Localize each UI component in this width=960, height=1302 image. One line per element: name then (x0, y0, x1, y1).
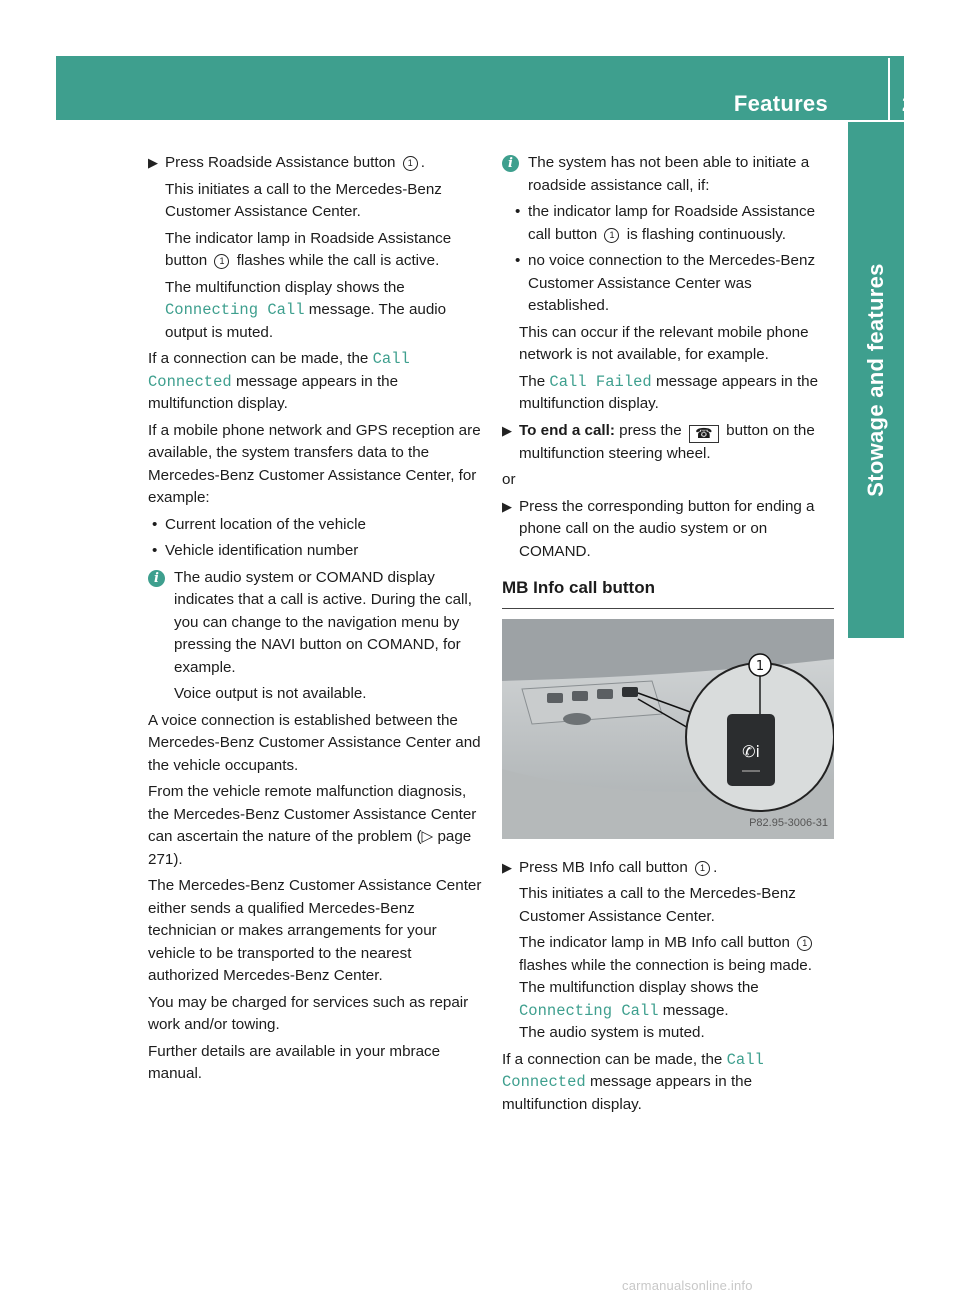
watermark: carmanualsonline.info (622, 1278, 753, 1293)
paragraph: You may be charged for services such as repair work and/or towing. (148, 993, 469, 1033)
step-end-call-audio: ▶ Press the corresponding button for ending a phone call on the audio system or on COMAND. (502, 497, 815, 560)
header-divider (888, 58, 890, 122)
paragraph: From the vehicle remote malfunction diagnosis, the Mercedes-Benz Customer Assistance Center can ascertain the nature of the problem (▷ page 271). (148, 783, 477, 868)
paragraph: The indicator lamp in MB Info call button 1 flashes while the connection is being made. The multifunction display shows the Connecting Call message. The audio system is muted. (519, 934, 812, 1041)
page-reference-link[interactable]: page 271 (148, 828, 472, 868)
display-message: Connecting Call (165, 301, 305, 319)
paragraph: If a connection can be made, the Call Connected message appears in the multifunction display. (502, 1050, 764, 1113)
callout-1-icon: 1 (214, 254, 229, 269)
callout-1-icon: 1 (604, 228, 619, 243)
step-arrow-icon: ▶ (502, 422, 512, 438)
left-column (148, 152, 484, 1090)
figure-callout-label: 1 (755, 658, 765, 674)
right-column (502, 152, 834, 1120)
callout-1-icon: 1 (403, 156, 418, 171)
figure-code: P82.95-3006-31 (749, 817, 828, 829)
mb-info-illustration (502, 619, 834, 839)
paragraph: If a connection can be made, the Call Connected message appears in the multifunction display. (148, 350, 410, 412)
mb-info-button-figure (502, 619, 834, 839)
step-arrow-icon: ▶ (502, 498, 512, 514)
step-arrow-icon: ▶ (148, 155, 158, 170)
phone-info-icon: ✆i (742, 741, 760, 761)
paragraph: This initiates a call to the Mercedes-Benz Customer Assistance Center. (519, 885, 796, 925)
info-note: i The system has not been able to initiate a roadside assistance call, if: (502, 152, 834, 197)
list-item: • Current location of the vehicle (148, 514, 484, 537)
info-icon: i (502, 155, 519, 172)
step-end-call: ▶ To end a call: press the ☎ button on the multifunction steering wheel. (502, 421, 815, 462)
side-tab (848, 122, 904, 638)
paragraph: A voice connection is established between the Mercedes-Benz Customer Assistance Center and the vehicle occupants. (148, 711, 481, 774)
side-tab-label: Stowage and features (863, 263, 888, 497)
header-bar (56, 56, 938, 120)
info-note: i The audio system or COMAND display indicates that a call is active. During the call, you can change to the navigation menu by pressing the NAVI button on COMAND, for example. Voice output is not available. (148, 567, 484, 706)
page-number: 267 (902, 93, 938, 116)
paragraph: The Mercedes-Benz Customer Assistance Center either sends a qualified Mercedes-Benz technician or makes arrangements for your vehicle to be transported to the nearest authorized Mercedes-Benz Center. (148, 877, 482, 984)
display-message: Call Connected (148, 350, 410, 391)
paragraph: This can occur if the relevant mobile phone network is not available, for example. (519, 323, 809, 363)
info-icon: i (148, 570, 165, 587)
paragraph: Further details are available in your mbrace manual. (148, 1042, 441, 1082)
section-title: Features (733, 91, 828, 116)
paragraph: The Call Failed message appears in the multifunction display. (519, 372, 819, 412)
paragraph: The indicator lamp in Roadside Assistance button 1 flashes while the call is active. (165, 229, 452, 269)
display-message: Connecting Call (519, 1001, 659, 1020)
callout-1-icon: 1 (797, 936, 812, 951)
display-message: Call Connected (502, 1050, 764, 1091)
callout-1-icon: 1 (695, 861, 710, 876)
list-item: • the indicator lamp for Roadside Assistance call button 1 is flashing continuously. (511, 201, 834, 246)
page-ref-arrow-icon: ▷ (421, 828, 434, 845)
paragraph: The multifunction display shows the Connecting Call message. The audio output is muted. (165, 278, 447, 341)
step-press-mb-info: ▶ Press MB Info call button 1 . (502, 857, 834, 880)
step-press-roadside: ▶ Press Roadside Assistance button 1 . (148, 152, 484, 175)
step-arrow-icon: ▶ (502, 859, 512, 875)
list-item: • no voice connection to the Mercedes-Benz Customer Assistance Center was established. (511, 250, 834, 318)
or-label: or (502, 471, 516, 488)
paragraph: If a mobile phone network and GPS reception are available, the system transfers data to the Mercedes-Benz Customer Assistance Center, for example: (148, 421, 481, 506)
list-item: • Vehicle identification number (148, 540, 484, 563)
section-heading: MB Info call button (502, 577, 834, 609)
end-call-button-icon: ☎ (689, 425, 719, 443)
paragraph: This initiates a call to the Mercedes-Benz Customer Assistance Center. (165, 180, 442, 220)
display-message: Call Failed (549, 372, 652, 391)
